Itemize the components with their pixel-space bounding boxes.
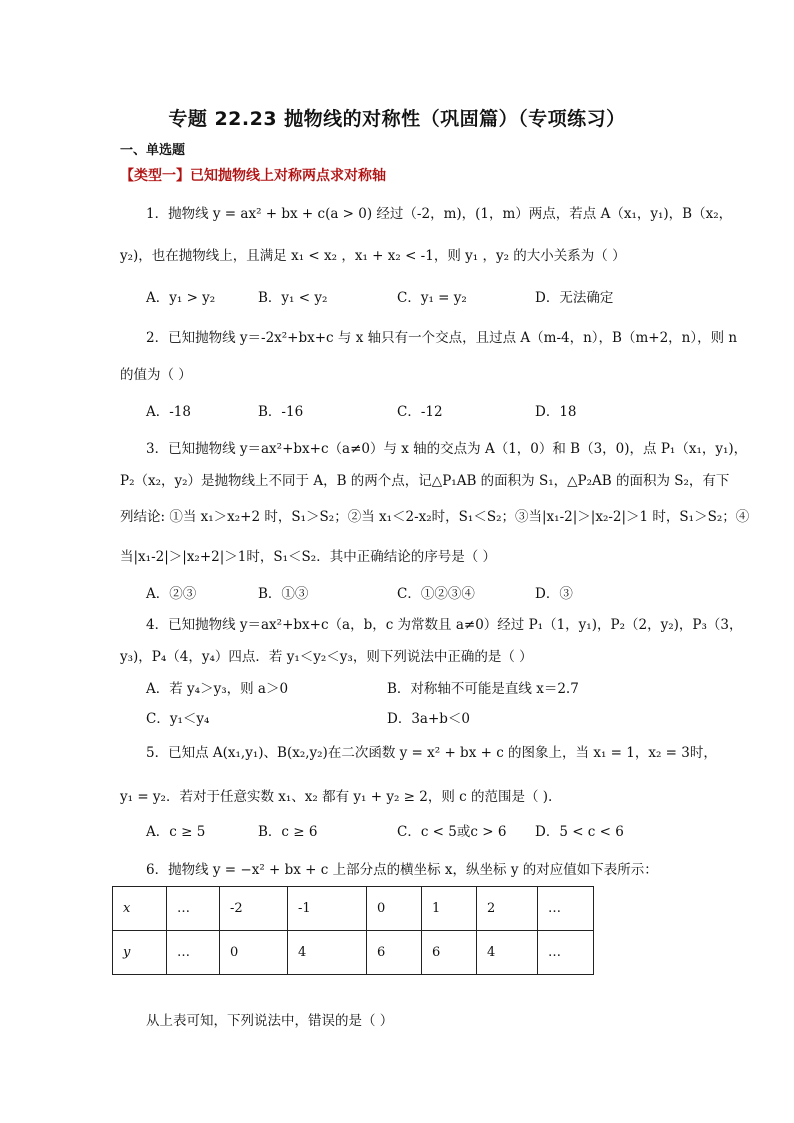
table-cell: -2 (220, 887, 288, 931)
question-2-option-b: B．-16 (258, 404, 304, 420)
values-table (112, 886, 594, 975)
table-cell: 0 (367, 887, 422, 931)
question-5-option-b: B．c ≥ 6 (258, 824, 318, 840)
question-3-option-b: B．①③ (258, 586, 309, 602)
question-3-option-c: C．①②③④ (397, 586, 475, 602)
question-1-option-b: B．y₁ < y₂ (258, 290, 328, 306)
section-heading: 一、单选题 (120, 143, 186, 158)
table-cell: … (167, 931, 220, 975)
question-2-option-c: C．-12 (397, 404, 443, 420)
table-cell: … (538, 887, 594, 931)
table-cell: x (113, 887, 167, 931)
question-1-line-1: 1．抛物线 y = ax² + bx + c(a > 0) 经过（-2，m)，(1，m）两点，若点 A（x₁，y₁)，B（x₂， (146, 206, 733, 222)
table-cell: 2 (477, 887, 538, 931)
question-4-line-2: y₃)，P₄（4，y₄）四点．若 y₁＜y₂＜y₃，则下列说法中正确的是（ ） (120, 649, 533, 665)
table-cell: 1 (422, 887, 477, 931)
question-6-line-2: 从上表可知，下列说法中，错误的是（ ） (146, 1013, 394, 1029)
question-3-line-1: 3．已知抛物线 y＝ax²+bx+c（a≠0）与 x 轴的交点为 A（1，0）和 B（3，0)，点 P₁（x₁，y₁)， (146, 441, 748, 457)
table-row-y (113, 931, 594, 975)
question-5-option-c: C．c < 5或c > 6 (397, 824, 507, 840)
question-6-line-1: 6．抛物线 y = −x² + bx + c 上部分点的横坐标 x，纵坐标 y 的对应值如下表所示： (146, 862, 658, 878)
page-title: 专题 22.23 抛物线的对称性（巩固篇）（专项练习） (168, 108, 626, 130)
question-3-option-d: D．③ (535, 586, 573, 602)
table-cell: 6 (422, 931, 477, 975)
question-3-line-2: P₂（x₂，y₂）是抛物线上不同于 A，B 的两个点，记△P₁AB 的面积为 S₁，△P₂AB 的面积为 S₂，有下 (120, 473, 730, 489)
question-2-option-d: D．18 (535, 404, 577, 420)
table-cell: … (167, 887, 220, 931)
table-cell: y (113, 931, 167, 975)
table-row-x (113, 887, 594, 931)
question-3-option-a: A．②③ (146, 586, 197, 602)
question-1-option-d: D．无法确定 (535, 290, 614, 306)
question-4-option-b: B．对称轴不可能是直线 x＝2.7 (387, 681, 579, 697)
type-heading: 【类型一】已知抛物线上对称两点求对称轴 (120, 168, 386, 184)
question-3-line-3: 列结论: ①当 x₁＞x₂+2 时，S₁＞S₂；②当 x₁＜2-x₂时，S₁＜S₂；③当|x₁-2|＞|x₂-2|＞1 时，S₁＞S₂；④ (120, 509, 750, 525)
question-2-line-2: 的值为（ ） (120, 367, 192, 383)
question-2-line-1: 2．已知抛物线 y＝-2x²+bx+c 与 x 轴只有一个交点，且过点 A（m-4，n），B（m+2，n），则 n (146, 330, 738, 346)
question-1-line-2: y₂)，也在抛物线上，且满足 x₁ < x₂ ，x₁ + x₂ < -1，则 y₁ ，y₂ 的大小关系为（ ） (120, 248, 626, 264)
table-cell: 4 (288, 931, 367, 975)
table-cell: -1 (288, 887, 367, 931)
question-1-option-a: A．y₁ > y₂ (146, 290, 216, 306)
question-5-option-a: A．c ≥ 5 (146, 824, 206, 840)
table-cell: 4 (477, 931, 538, 975)
question-5-line-2: y₁ = y₂．若对于任意实数 x₁、x₂ 都有 y₁ + y₂ ≥ 2，则 c 的范围是（ ). (120, 789, 553, 805)
question-4-option-a: A．若 y₄＞y₃，则 a＞0 (146, 681, 289, 697)
question-4-option-d: D．3a+b＜0 (387, 711, 471, 727)
question-4-option-c: C．y₁＜y₄ (146, 711, 210, 727)
question-3-line-4: 当|x₁-2|＞|x₂+2|＞1时，S₁＜S₂．其中正确结论的序号是（ ） (120, 549, 496, 565)
question-4-line-1: 4．已知抛物线 y＝ax²+bx+c（a，b，c 为常数且 a≠0）经过 P₁（1，y₁)，P₂（2，y₂)，P₃（3， (146, 617, 743, 633)
table-cell: … (538, 931, 594, 975)
question-5-line-1: 5．已知点 A(x₁,y₁)、B(x₂,y₂)在二次函数 y = x² + bx + c 的图象上，当 x₁ = 1，x₂ = 3时， (146, 745, 717, 761)
table-cell: 6 (367, 931, 422, 975)
question-5-option-d: D．5 < c < 6 (535, 824, 624, 840)
question-2-option-a: A．-18 (146, 404, 191, 420)
table-cell: 0 (220, 931, 288, 975)
question-1-option-c: C．y₁ = y₂ (397, 290, 467, 306)
